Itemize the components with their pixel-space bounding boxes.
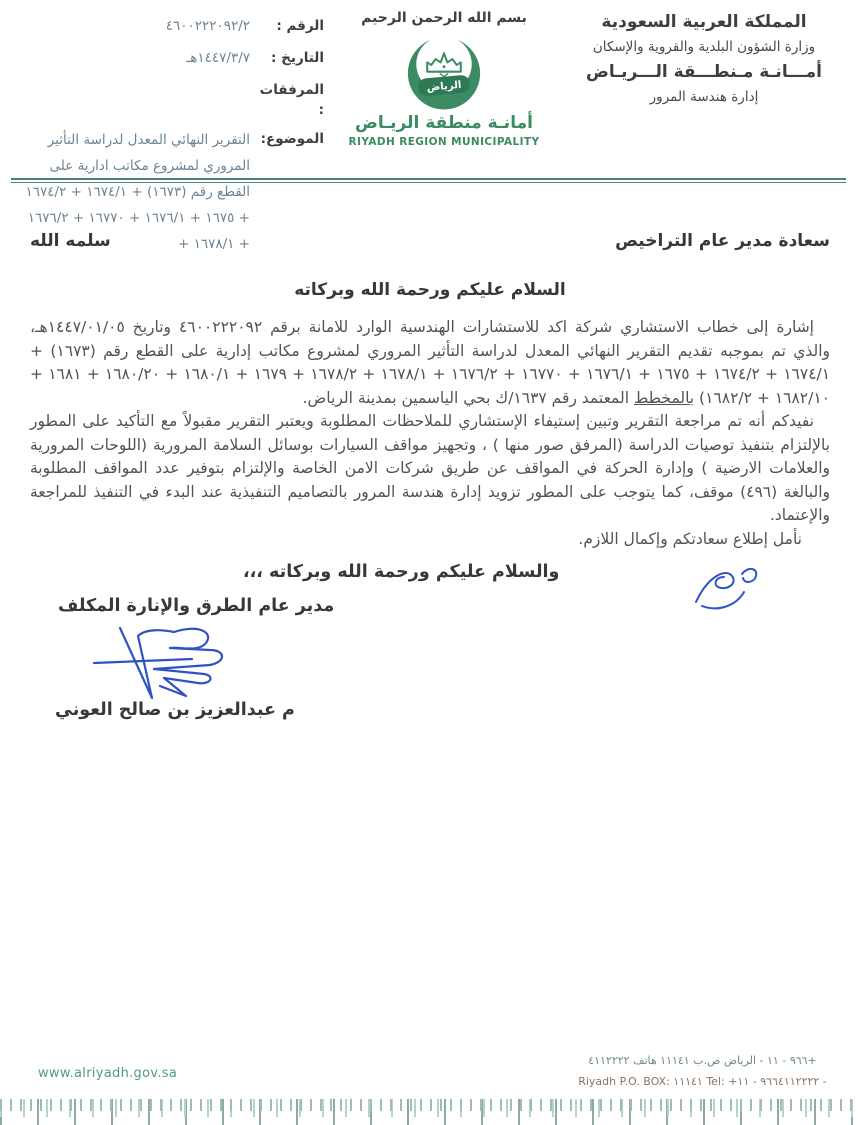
paragraph-1 bbox=[30, 316, 830, 410]
initials-signature-scribble bbox=[686, 564, 776, 614]
letter-body bbox=[30, 231, 830, 551]
letterhead-org-block bbox=[550, 0, 858, 178]
subject-value: التقرير النهائي المعدل لدراسة التأثير المروري لمشروع مكاتب ادارية على القطع رقم (١٦٧٣) + ١٦٧٤/١ + ١٦٧٤/٢ + ١٦٧٥ + ١٦٧٦/١ + ١٦٧٧٠ + ١٦٧٦/٢ + ١٦٧٨/١ + bbox=[25, 132, 250, 252]
contact-line-arabic: +٩٦٦ - ١١ - الرياض ص.ب ١١١٤١ هاتف ٤١١٢٢٢٢ bbox=[588, 1054, 817, 1067]
kingdom-name: المملكة العربية السعودية bbox=[601, 12, 807, 32]
request-line: نأمل إطلاع سعادتكم وإكمال اللازم. bbox=[578, 529, 802, 548]
basmala-text: بسم الله الرحمن الرحيم bbox=[361, 10, 527, 26]
contact-line-english: Riyadh P.O. BOX: ١١١٤١ Tel: +٩٦٦٤١١٢٢٢٢ - ١١ - bbox=[578, 1075, 827, 1088]
opening-greeting: السلام عليكم ورحمة الله وبركاته bbox=[294, 280, 566, 300]
org-name-english: RIYADH REGION MUNICIPALITY bbox=[348, 136, 540, 148]
attachments-value bbox=[250, 78, 256, 120]
meta-row-number bbox=[24, 16, 324, 39]
signature-block bbox=[0, 560, 858, 740]
department-name: إدارة هندسة المرور bbox=[649, 89, 759, 105]
addressee-row bbox=[30, 231, 830, 251]
org-name-arabic: أمانـة منطقة الريـاض bbox=[355, 113, 533, 133]
amanah-name: أمـــانـة مـنطـــقة الـــريـاض bbox=[586, 62, 822, 82]
logo-banner-text: الرياض bbox=[426, 79, 462, 94]
decorative-fringe bbox=[0, 1099, 858, 1125]
addressee-honorific: سلمه الله bbox=[30, 231, 111, 251]
attachments-label: المرفقات : bbox=[259, 82, 324, 118]
number-value: ٤٦٠٠٢٢٢٠٩٢/٢ bbox=[165, 18, 250, 34]
letterhead-logo-block bbox=[338, 0, 550, 178]
meta-row-date bbox=[24, 48, 324, 71]
number-label: الرقم : bbox=[276, 18, 324, 34]
subject-label: الموضوع: bbox=[260, 131, 324, 147]
riyadh-municipality-logo-icon bbox=[402, 28, 486, 112]
paragraph-1-underlined-ref: بالمخطط bbox=[633, 388, 695, 407]
closing-salutation: والسلام عليكم ورحمة الله وبركاته ،،، bbox=[243, 562, 560, 582]
signer-name: م عبدالعزيز بن صالح العوني bbox=[55, 700, 295, 720]
signature-scribble bbox=[88, 622, 263, 707]
date-label: التاريخ : bbox=[271, 50, 324, 66]
addressee: سعادة مدير عام التراخيص bbox=[615, 231, 830, 251]
website-url: www.alriyadh.gov.sa bbox=[38, 1066, 178, 1081]
paragraph-2: نفيدكم أنه تم مراجعة التقرير وتبين إستيفاء الإستشاري للملاحظات المطلوبة ويعتبر التقرير مقبولاً مع التأكيد على المطور بالإلتزام بتنفيذ توصيات الدراسة (المرفق صور منها ) ، وتجهيز مواقف السيارات بوسائل السلامة المرورية (اللوحات المرورية والعلامات الارضية ) وإدارة الحركة في المواقف عن طريق شركات الامن الخاصة والإلتزام بتوفير عدد المواقف المطلوبة والبالغة (٤٩٦) موقف، كما يتوجب على المطور تزويد إدارة هندسة المرور بالتصاميم التنفيذية عند البدء في التنفيذ للمراجعة والإعتماد. bbox=[30, 412, 830, 524]
meta-row-attachments bbox=[24, 80, 324, 120]
paragraph-1-text-b: المعتمد رقم ١٦٣٧/ك بحي الياسمين بمدينة الرياض. bbox=[302, 388, 634, 407]
header-divider bbox=[11, 178, 846, 183]
date-value: ١٤٤٧/٣/٧هـ bbox=[186, 50, 250, 66]
paragraph-1-text-a: إشارة إلى خطاب الاستشاري شركة اكد للاستشارات الهندسية الوارد للامانة برقم ٤٦٠٠٢٢٢٠٩٢ وتاريخ ١٤٤٧/٠١/٠٥هـ، والذي تم بموجبه تقديم التقرير النهائي المعدل لدراسة التأثير المروري لمشروع مكاتب إدارية على القطع رقم (١٦٧٣) + ١٦٧٤/١ + ١٦٧٤/٢ + ١٦٧٥ + ١٦٧٦/١ + ١٦٧٧٠ + ١٦٧٦/٢ + ١٦٧٨/١ + ١٦٧٨/٢ + ١٦٧٩ + ١٦٨٠/١ + ١٦٨٠/٢٠ + ١٦٨١ + ١٦٨٢/١٠ + ١٦٨٢/٢) bbox=[30, 318, 831, 407]
contact-info bbox=[555, 1050, 850, 1092]
ministry-name: وزارة الشؤون البلدية والقروية والإسكان bbox=[592, 39, 816, 55]
signer-title: مدير عام الطرق والإنارة المكلف bbox=[58, 596, 335, 616]
